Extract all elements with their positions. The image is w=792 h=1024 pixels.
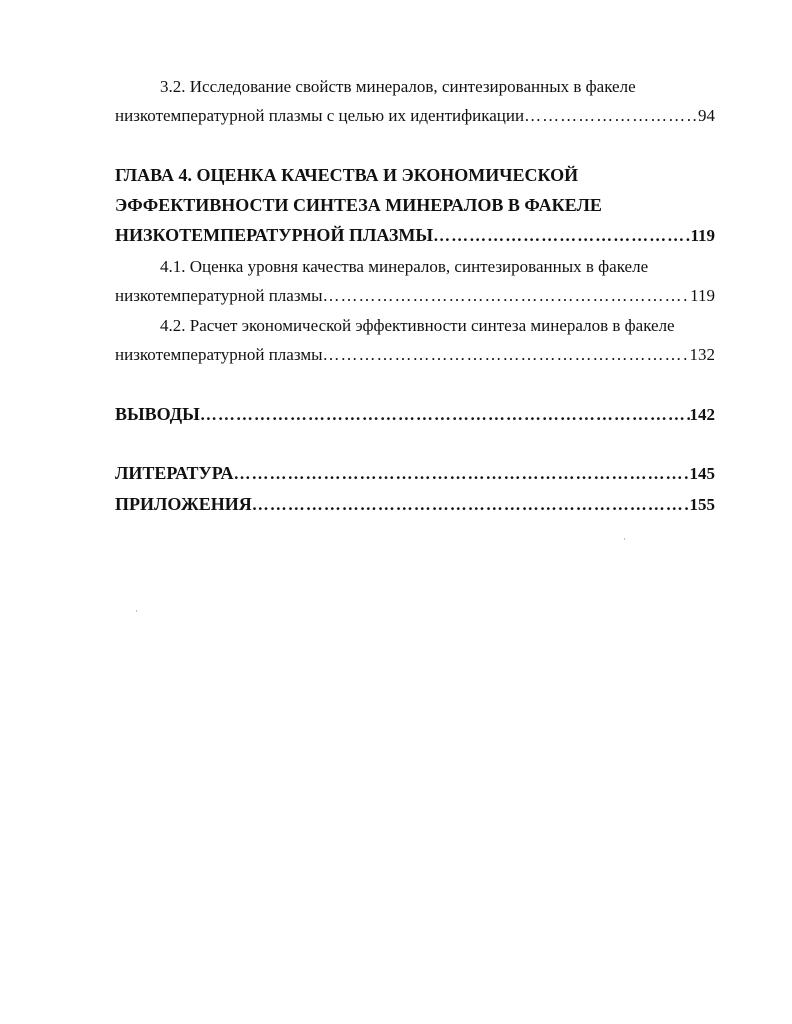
toc-appendices-label: ПРИЛОЖЕНИЯ: [115, 494, 252, 514]
toc-entry-4-2-page: 132: [689, 345, 715, 364]
toc-literature-label: ЛИТЕРАТУРА: [115, 463, 234, 483]
toc-literature-page: 145: [689, 464, 715, 483]
toc-entry-4-2-text: низкотемпературной плазмы: [115, 345, 323, 364]
toc-entry-3-2-text: низкотемпературной плазмы с целью их идентификации: [115, 106, 525, 125]
toc-chapter-4-line1: ГЛАВА 4. ОЦЕНКА КАЧЕСТВА И ЭКОНОМИЧЕСКОЙ: [115, 165, 579, 185]
toc-entry-4-1-line2: [115, 285, 715, 307]
scan-speck: [136, 610, 137, 612]
scan-speck: [624, 538, 625, 540]
toc-entry-4-1-line1: 4.1. Оценка уровня качества минералов, синтезированных в факеле: [160, 257, 649, 276]
dot-leader: [323, 344, 690, 366]
dot-leader: [200, 404, 690, 426]
dot-leader: [252, 494, 690, 516]
toc-literature: [115, 462, 715, 485]
toc-entry-3-2-line2: [115, 105, 715, 127]
toc-entry-4-2-line1: 4.2. Расчет экономической эффективности синтеза минералов в факеле: [160, 316, 675, 335]
toc-conclusions-page: 142: [689, 405, 715, 424]
dot-leader: [524, 105, 698, 127]
toc-entry-4-2-line2: [115, 344, 715, 366]
toc-chapter-4-text: НИЗКОТЕМПЕРАТУРНОЙ ПЛАЗМЫ: [115, 225, 434, 245]
toc-conclusions: [115, 403, 715, 426]
toc-entry-4-1-page: 119: [690, 286, 715, 305]
toc-chapter-4-page: 119: [690, 226, 715, 245]
toc-appendices-page: 155: [689, 495, 715, 514]
toc-entry-3-2-line1: 3.2. Исследование свойств минералов, синтезированных в факеле: [160, 77, 636, 96]
dot-leader: [323, 285, 691, 307]
toc-entry-4-1-text: низкотемпературной плазмы: [115, 286, 323, 305]
toc-chapter-4-line2: ЭФФЕКТИВНОСТИ СИНТЕЗА МИНЕРАЛОВ В ФАКЕЛЕ: [115, 195, 602, 215]
dot-leader: [233, 463, 689, 485]
toc-chapter-4-line3: [115, 224, 715, 247]
dot-leader: [433, 225, 690, 247]
toc-appendices: [115, 493, 715, 516]
toc-conclusions-label: ВЫВОДЫ: [115, 404, 200, 424]
toc-entry-3-2-page: 94: [698, 106, 715, 125]
